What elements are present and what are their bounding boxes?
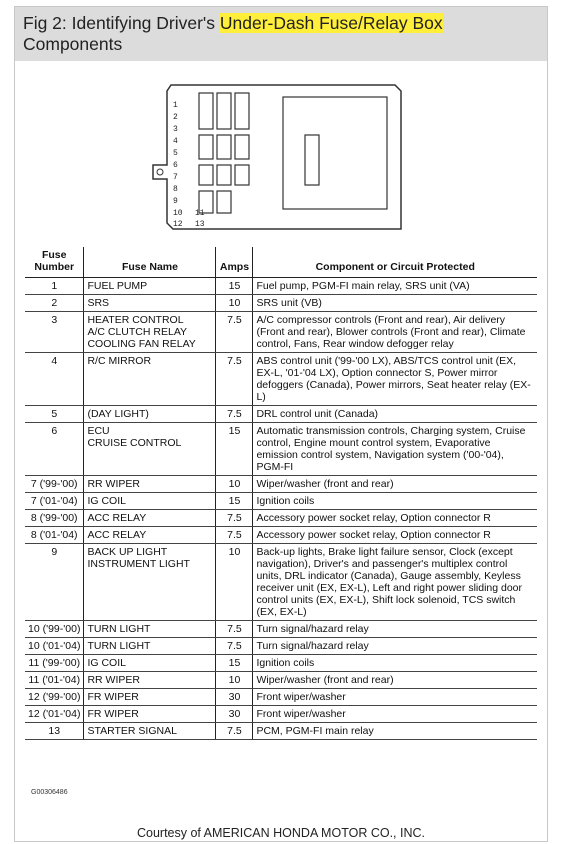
fuse-number-cell: 7 ('99-'00) <box>25 476 84 493</box>
table-row <box>25 655 537 672</box>
fuse-name-cell: FR WIPER <box>84 706 216 723</box>
relay-5 <box>217 135 231 159</box>
fuse-number-cell: 12 ('99-'00) <box>25 689 84 706</box>
fuse-slot-label: 1 <box>173 101 178 110</box>
table-row <box>25 493 537 510</box>
fuse-box-diagram <box>133 79 413 239</box>
fuse-name-cell: BACK UP LIGHT INSTRUMENT LIGHT <box>84 544 216 621</box>
fuse-name-cell: TURN LIGHT <box>84 621 216 638</box>
component-cell: Ignition coils <box>253 655 537 672</box>
amps-cell: 10 <box>216 295 253 312</box>
component-cell: Turn signal/hazard relay <box>253 638 537 655</box>
fuse-name-cell: IG COIL <box>84 493 216 510</box>
fuse-name-cell: RR WIPER <box>84 672 216 689</box>
table-row <box>25 423 537 476</box>
fuse-name-cell: ACC RELAY <box>84 527 216 544</box>
fuse-slot-label: 3 <box>173 125 178 134</box>
amps-cell: 7.5 <box>216 510 253 527</box>
large-relay-block <box>283 97 387 209</box>
fuse-number-cell: 3 <box>25 312 84 353</box>
component-cell: Back-up lights, Brake light failure sensor, Clock (except navigation), Driver's and passenger's multiplex control units, DRL indicator (Canada), Gauge assembly, Keyless receiver unit (EX, EX-L), Left and right power sliding door control units (EX, EX-L), Shift lock solenoid, TCS switch (EX, EX-L) <box>253 544 537 621</box>
figure-title <box>23 13 543 55</box>
fuse-number-cell: 10 ('01-'04) <box>25 638 84 655</box>
amps-cell: 7.5 <box>216 353 253 406</box>
component-cell: Ignition coils <box>253 493 537 510</box>
table-row <box>25 672 537 689</box>
relay-7 <box>199 165 213 185</box>
component-cell: Wiper/washer (front and rear) <box>253 672 537 689</box>
fuse-box-outline <box>153 85 401 229</box>
title-highlight: Under-Dash Fuse/Relay Box <box>219 13 443 33</box>
fuse-number-cell: 13 <box>25 723 84 740</box>
amps-cell: 10 <box>216 476 253 493</box>
table-row <box>25 510 537 527</box>
fuse-name-cell: FR WIPER <box>84 689 216 706</box>
fuse-number-cell: 7 ('01-'04) <box>25 493 84 510</box>
component-cell: Accessory power socket relay, Option connector R <box>253 527 537 544</box>
table-row <box>25 476 537 493</box>
fuse-slot-label: 5 <box>173 149 178 158</box>
component-cell: Automatic transmission controls, Charging system, Cruise control, Engine mount control system, Evaporative emission control system, Navigation system ('00-'04), PGM-FI <box>253 423 537 476</box>
header-component: Component or Circuit Protected <box>253 247 537 278</box>
component-cell: Front wiper/washer <box>253 706 537 723</box>
amps-cell: 7.5 <box>216 638 253 655</box>
table-row <box>25 689 537 706</box>
mounting-hole <box>157 169 163 175</box>
fuse-number-cell: 11 ('01-'04) <box>25 672 84 689</box>
header-fuse-number: Fuse Number <box>25 247 84 278</box>
fuse-number-cell: 2 <box>25 295 84 312</box>
relay-6 <box>235 135 249 159</box>
title-suffix: Components <box>23 34 123 54</box>
courtesy-footer: Courtesy of AMERICAN HONDA MOTOR CO., INC. <box>136 826 425 840</box>
fuse-number-cell: 5 <box>25 406 84 423</box>
component-cell: SRS unit (VB) <box>253 295 537 312</box>
header-fuse-name: Fuse Name <box>84 247 216 278</box>
fuse-slot-label: 12 <box>173 220 183 229</box>
fuse-name-cell: SRS <box>84 295 216 312</box>
amps-cell: 30 <box>216 689 253 706</box>
fuse-name-cell: RR WIPER <box>84 476 216 493</box>
fuse-number-cell: 12 ('01-'04) <box>25 706 84 723</box>
component-cell: Turn signal/hazard relay <box>253 621 537 638</box>
fuse-number-cell: 9 <box>25 544 84 621</box>
component-cell: Front wiper/washer <box>253 689 537 706</box>
fuse-number-cell: 1 <box>25 278 84 295</box>
amps-cell: 30 <box>216 706 253 723</box>
table-row <box>25 312 537 353</box>
fuse-name-cell: TURN LIGHT <box>84 638 216 655</box>
header-amps: Amps <box>216 247 253 278</box>
component-cell: Fuel pump, PGM-FI main relay, SRS unit (VA) <box>253 278 537 295</box>
table-row <box>25 527 537 544</box>
fuse-number-cell: 8 ('01-'04) <box>25 527 84 544</box>
fuse-table-header <box>25 247 537 278</box>
figure-header <box>15 7 547 61</box>
fuse-number-cell: 11 ('99-'00) <box>25 655 84 672</box>
table-row <box>25 544 537 621</box>
table-row <box>25 638 537 655</box>
component-cell: DRL control unit (Canada) <box>253 406 537 423</box>
figure-code: G00306486 <box>31 789 68 796</box>
amps-cell: 7.5 <box>216 527 253 544</box>
amps-cell: 7.5 <box>216 406 253 423</box>
fuse-name-cell: R/C MIRROR <box>84 353 216 406</box>
fuse-name-cell: (DAY LIGHT) <box>84 406 216 423</box>
fuse-name-cell: FUEL PUMP <box>84 278 216 295</box>
relay-4 <box>199 135 213 159</box>
fuse-slot-label: 13 <box>195 220 205 229</box>
component-cell: Wiper/washer (front and rear) <box>253 476 537 493</box>
component-cell: ABS control unit ('99-'00 LX), ABS/TCS control unit (EX, EX-L, '01-'04 LX), Option connector S, Power mirror defoggers (Canada), Power mirrors, Seat heater relay (EX-L) <box>253 353 537 406</box>
fuse-slot-label: 7 <box>173 173 178 182</box>
fuse-name-cell: ACC RELAY <box>84 510 216 527</box>
fuse-name-cell: IG COIL <box>84 655 216 672</box>
relay-3 <box>235 93 249 129</box>
amps-cell: 15 <box>216 278 253 295</box>
fuse-slot-label: 11 <box>195 209 205 218</box>
amps-cell: 10 <box>216 672 253 689</box>
relay-8 <box>217 165 231 185</box>
relay-1 <box>199 93 213 129</box>
fuse-table <box>25 247 537 740</box>
fuse-name-cell: STARTER SIGNAL <box>84 723 216 740</box>
large-relay-slot <box>305 135 319 185</box>
amps-cell: 7.5 <box>216 312 253 353</box>
amps-cell: 7.5 <box>216 621 253 638</box>
amps-cell: 15 <box>216 655 253 672</box>
amps-cell: 15 <box>216 423 253 476</box>
table-row <box>25 353 537 406</box>
figure-frame <box>14 6 548 842</box>
fuse-number-cell: 6 <box>25 423 84 476</box>
table-row <box>25 706 537 723</box>
relay-2 <box>217 93 231 129</box>
relay-9 <box>235 165 249 185</box>
fuse-table-body <box>25 278 537 740</box>
amps-cell: 7.5 <box>216 723 253 740</box>
table-row <box>25 621 537 638</box>
fuse-slot-label: 8 <box>173 185 178 194</box>
relay-11 <box>217 191 231 213</box>
component-cell: Accessory power socket relay, Option connector R <box>253 510 537 527</box>
fuse-number-cell: 8 ('99-'00) <box>25 510 84 527</box>
fuse-slot-label: 2 <box>173 113 178 122</box>
component-cell: A/C compressor controls (Front and rear), Air delivery (Front and rear), Blower controls (Front and rear), Climate control, Fans, Rear window defogger relay <box>253 312 537 353</box>
fuse-slot-label: 6 <box>173 161 178 170</box>
fuse-name-cell: ECU CRUISE CONTROL <box>84 423 216 476</box>
table-row <box>25 406 537 423</box>
table-row <box>25 723 537 740</box>
amps-cell: 15 <box>216 493 253 510</box>
fuse-number-cell: 4 <box>25 353 84 406</box>
table-row <box>25 278 537 295</box>
fuse-slot-label: 4 <box>173 137 178 146</box>
fuse-slot-label: 9 <box>173 197 178 206</box>
amps-cell: 10 <box>216 544 253 621</box>
title-prefix: Fig 2: Identifying Driver's <box>23 13 220 33</box>
table-row <box>25 295 537 312</box>
component-cell: PCM, PGM-FI main relay <box>253 723 537 740</box>
fuse-slot-label: 10 <box>173 209 183 218</box>
fuse-number-cell: 10 ('99-'00) <box>25 621 84 638</box>
fuse-name-cell: HEATER CONTROL A/C CLUTCH RELAY COOLING FAN RELAY <box>84 312 216 353</box>
